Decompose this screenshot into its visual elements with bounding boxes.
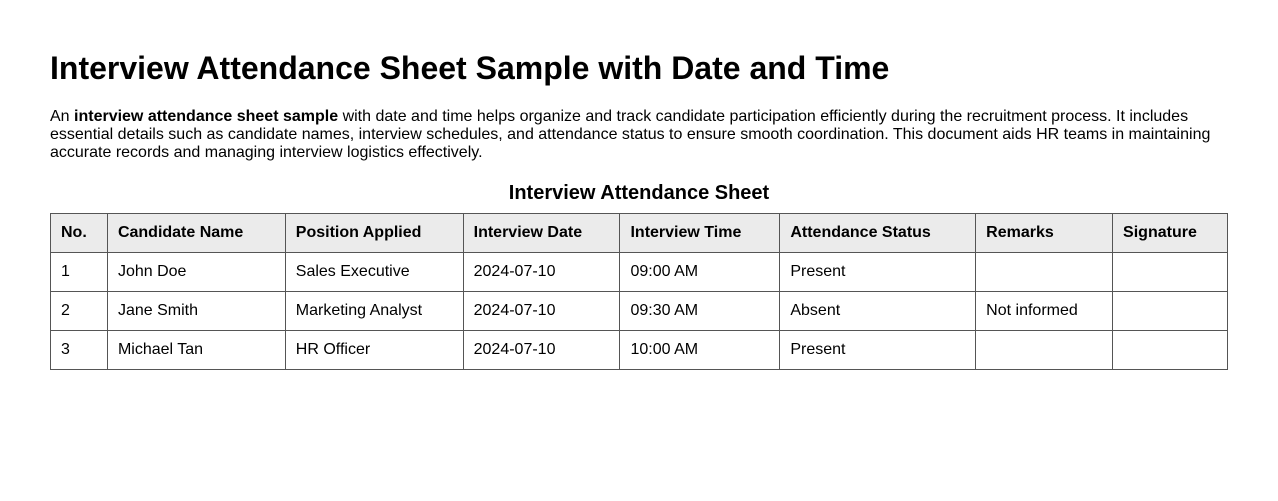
cell-position-applied: Sales Executive (285, 253, 463, 292)
cell-signature (1113, 331, 1228, 370)
cell-position-applied: HR Officer (285, 331, 463, 370)
cell-interview-time: 09:30 AM (620, 292, 780, 331)
cell-position-applied: Marketing Analyst (285, 292, 463, 331)
cell-signature (1113, 292, 1228, 331)
header-interview-date: Interview Date (463, 214, 620, 253)
header-interview-time: Interview Time (620, 214, 780, 253)
cell-candidate-name: Jane Smith (107, 292, 285, 331)
intro-suffix: with date and time helps organize and track candidate participation efficiently during the recruitment process. It includes essential details such as candidate names, interview schedules, and attendance status to ensure smooth coordination. This document aids HR teams in maintaining accurate records and managing interview logistics effectively. (50, 108, 1211, 161)
table-header-row (51, 214, 1228, 253)
cell-no: 1 (51, 253, 108, 292)
cell-interview-date: 2024-07-10 (463, 331, 620, 370)
cell-candidate-name: John Doe (107, 253, 285, 292)
table-row (51, 253, 1228, 292)
cell-no: 2 (51, 292, 108, 331)
cell-signature (1113, 253, 1228, 292)
intro-bold-phrase: interview attendance sheet sample (74, 108, 339, 125)
header-position-applied: Position Applied (285, 214, 463, 253)
cell-interview-time: 10:00 AM (620, 331, 780, 370)
cell-remarks (976, 331, 1113, 370)
table-row (51, 331, 1228, 370)
header-remarks: Remarks (976, 214, 1113, 253)
attendance-table (50, 213, 1228, 370)
cell-candidate-name: Michael Tan (107, 331, 285, 370)
cell-remarks: Not informed (976, 292, 1113, 331)
table-row (51, 292, 1228, 331)
header-candidate-name: Candidate Name (107, 214, 285, 253)
intro-prefix: An (50, 108, 75, 125)
cell-attendance-status: Present (780, 253, 976, 292)
cell-attendance-status: Present (780, 331, 976, 370)
intro-paragraph (50, 108, 1230, 162)
header-signature: Signature (1113, 214, 1228, 253)
cell-interview-date: 2024-07-10 (463, 253, 620, 292)
header-no: No. (51, 214, 108, 253)
page-title: Interview Attendance Sheet Sample with Date and Time (50, 50, 890, 86)
header-attendance-status: Attendance Status (780, 214, 976, 253)
cell-attendance-status: Absent (780, 292, 976, 331)
cell-remarks (976, 253, 1113, 292)
cell-interview-time: 09:00 AM (620, 253, 780, 292)
cell-interview-date: 2024-07-10 (463, 292, 620, 331)
cell-no: 3 (51, 331, 108, 370)
sheet-title: Interview Attendance Sheet (508, 182, 770, 204)
